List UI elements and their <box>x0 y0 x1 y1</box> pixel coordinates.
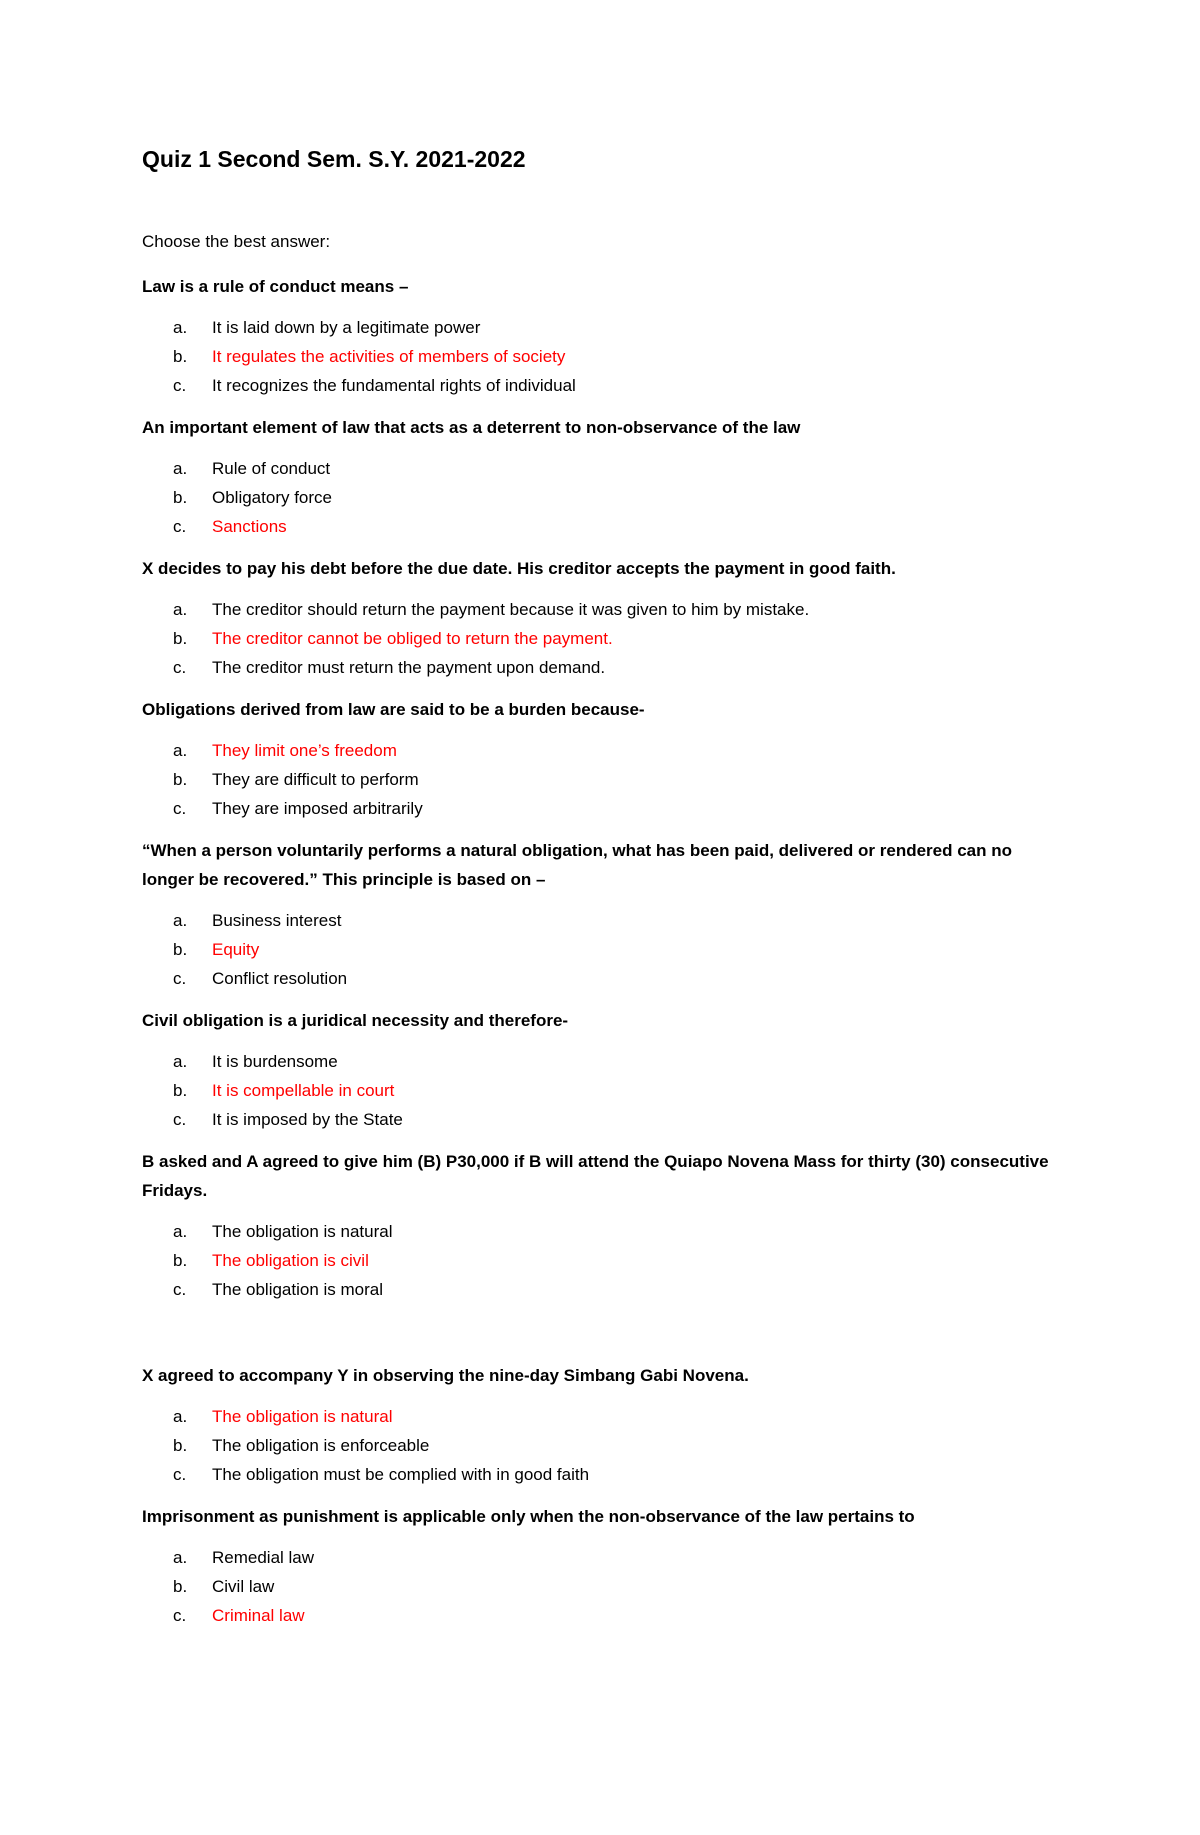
option-text: It is compellable in court <box>212 1081 395 1100</box>
option-text: Civil law <box>212 1577 275 1596</box>
correct-option <box>142 1246 1080 1275</box>
option <box>142 1105 1080 1134</box>
option-letter: b. <box>173 940 188 959</box>
option-text: The creditor cannot be obliged to return the payment. <box>212 629 613 648</box>
option-letter: b. <box>173 1251 188 1270</box>
correct-option <box>142 1076 1080 1105</box>
option-text: It recognizes the fundamental rights of individual <box>212 376 576 395</box>
option <box>142 794 1080 823</box>
option-text: Obligatory force <box>212 488 332 507</box>
instruction-text: Choose the best answer: <box>142 232 331 251</box>
option-text: They are difficult to perform <box>212 770 419 789</box>
section-spacer <box>142 1317 1080 1361</box>
option-text: It regulates the activities of members of society <box>212 347 566 366</box>
option-list <box>142 736 1080 823</box>
correct-option <box>142 736 1080 765</box>
option <box>142 483 1080 512</box>
option-list <box>142 1543 1080 1630</box>
correct-option <box>142 512 1080 541</box>
option-text: Equity <box>212 940 260 959</box>
option-letter: a. <box>173 1548 188 1567</box>
option-text: It is imposed by the State <box>212 1110 403 1129</box>
option-text: The creditor should return the payment because it was given to him by mistake. <box>212 600 810 619</box>
option <box>142 653 1080 682</box>
option-text: Remedial law <box>212 1548 315 1567</box>
option-letter: c. <box>173 376 187 395</box>
option <box>142 765 1080 794</box>
option-text: Business interest <box>212 911 342 930</box>
option-letter: b. <box>173 1081 188 1100</box>
correct-option <box>142 342 1080 371</box>
option-list <box>142 595 1080 682</box>
option-letter: a. <box>173 1222 188 1241</box>
option-list <box>142 454 1080 541</box>
option-letter: c. <box>173 1280 187 1299</box>
option-letter: c. <box>173 1110 187 1129</box>
question-list <box>142 272 1080 1630</box>
option-letter: c. <box>173 1606 187 1625</box>
option-letter: c. <box>173 658 187 677</box>
option-text: The obligation must be complied with in good faith <box>212 1465 590 1484</box>
question-text: Imprisonment as punishment is applicable only when the non-observance of the law pertains to <box>142 1507 915 1526</box>
question-text: Obligations derived from law are said to be a burden because- <box>142 700 645 719</box>
option-letter: a. <box>173 1407 188 1426</box>
question-text: B asked and A agreed to give him (B) P30,000 if B will attend the Quiapo Novena Mass for thirty (30) consecutive Fridays. <box>142 1152 1049 1200</box>
option-list <box>142 1217 1080 1304</box>
option <box>142 454 1080 483</box>
question-text: X agreed to accompany Y in observing the nine-day Simbang Gabi Novena. <box>142 1366 749 1385</box>
option-letter: c. <box>173 799 187 818</box>
option-text: Criminal law <box>212 1606 305 1625</box>
option-text: The obligation is civil <box>212 1251 369 1270</box>
correct-option <box>142 624 1080 653</box>
option-list <box>142 1402 1080 1489</box>
option <box>142 964 1080 993</box>
correct-option <box>142 1402 1080 1431</box>
option <box>142 1275 1080 1304</box>
option-text: The obligation is natural <box>212 1407 393 1426</box>
question-text: Law is a rule of conduct means – <box>142 277 409 296</box>
option <box>142 1460 1080 1489</box>
question-text: X decides to pay his debt before the due date. His creditor accepts the payment in good faith. <box>142 559 896 578</box>
question-text: Civil obligation is a juridical necessity and therefore- <box>142 1011 569 1030</box>
option-letter: c. <box>173 517 187 536</box>
option-text: The creditor must return the payment upon demand. <box>212 658 606 677</box>
question-text: “When a person voluntarily performs a natural obligation, what has been paid, delivered or rendered can no longer be recovered.” This principle is based on – <box>142 841 1013 889</box>
option-letter: a. <box>173 911 188 930</box>
option-letter: a. <box>173 318 188 337</box>
option-letter: c. <box>173 1465 187 1484</box>
page-title: Quiz 1 Second Sem. S.Y. 2021-2022 <box>142 146 526 172</box>
correct-option <box>142 935 1080 964</box>
option-list <box>142 906 1080 993</box>
option-text: It is burdensome <box>212 1052 338 1071</box>
option <box>142 1543 1080 1572</box>
option <box>142 1431 1080 1460</box>
option-text: Conflict resolution <box>212 969 348 988</box>
option-letter: b. <box>173 770 188 789</box>
option-text: The obligation is moral <box>212 1280 384 1299</box>
option <box>142 1217 1080 1246</box>
option-list <box>142 313 1080 400</box>
option-text: The obligation is enforceable <box>212 1436 430 1455</box>
option-letter: b. <box>173 1436 188 1455</box>
option-letter: b. <box>173 347 188 366</box>
option <box>142 906 1080 935</box>
option-letter: a. <box>173 1052 188 1071</box>
option-letter: c. <box>173 969 187 988</box>
correct-option <box>142 1601 1080 1630</box>
option-letter: a. <box>173 741 188 760</box>
option-text: They are imposed arbitrarily <box>212 799 423 818</box>
option <box>142 313 1080 342</box>
option <box>142 371 1080 400</box>
option-letter: b. <box>173 1577 188 1596</box>
option-text: They limit one’s freedom <box>212 741 397 760</box>
option-letter: a. <box>173 459 188 478</box>
option-text: The obligation is natural <box>212 1222 393 1241</box>
option-letter: b. <box>173 488 188 507</box>
option-letter: b. <box>173 629 188 648</box>
option <box>142 1572 1080 1601</box>
option-letter: a. <box>173 600 188 619</box>
option <box>142 595 1080 624</box>
option-text: Rule of conduct <box>212 459 331 478</box>
option <box>142 1047 1080 1076</box>
option-list <box>142 1047 1080 1134</box>
question-text: An important element of law that acts as a deterrent to non-observance of the law <box>142 418 801 437</box>
option-text: Sanctions <box>212 517 287 536</box>
option-text: It is laid down by a legitimate power <box>212 318 481 337</box>
